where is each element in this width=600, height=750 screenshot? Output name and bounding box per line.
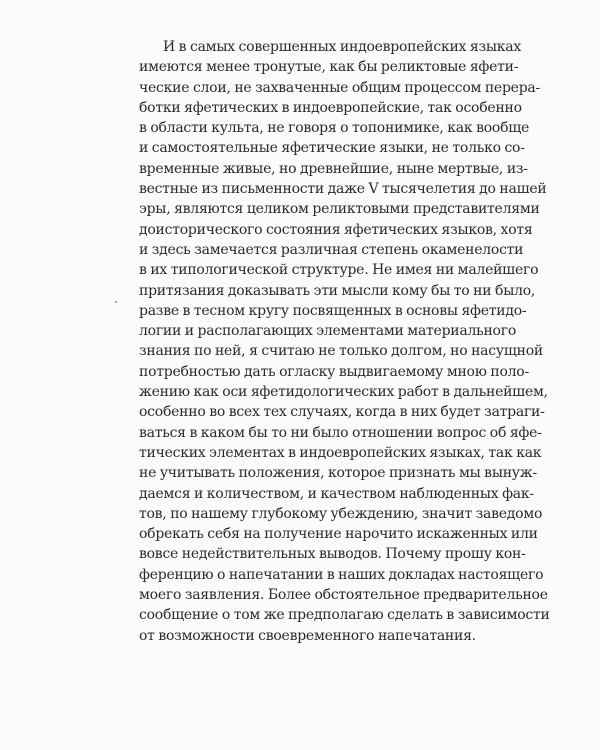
paragraph-line: в области культа, не говоря о топонимике, как вообще bbox=[139, 120, 530, 137]
paragraph-line: знания по ней, я считаю не только долгом, но насущной bbox=[139, 343, 543, 360]
paragraph-line: тов, по нашему глубокому убеждению, значит заведомо bbox=[139, 505, 543, 522]
paragraph-line: жению как оси яфетидологических работ в дальнейшем, bbox=[139, 384, 548, 401]
paragraph-line: даемся и количеством, и качеством наблюденных фак- bbox=[139, 485, 534, 502]
paragraph-line: ческие слои, не захваченные общим процессом перера- bbox=[139, 79, 541, 96]
paragraph-line: разве в тесном кругу посвященных в основы яфетидо- bbox=[139, 302, 527, 319]
body-paragraph bbox=[139, 37, 550, 646]
paragraph-line: в их типологической структуре. Не имея ни малейшего bbox=[139, 262, 539, 279]
paragraph-line: временные живые, но древнейшие, ныне мертвые, из- bbox=[139, 160, 528, 177]
paragraph-line: потребностью дать огласку выдвигаемому мною поло- bbox=[139, 363, 529, 380]
paragraph-line: И в самых совершенных индоевропейских языках bbox=[163, 39, 521, 55]
paragraph-line: не учитывать положения, которое признать мы вынуж- bbox=[139, 465, 537, 482]
paragraph-line: вовсе недействительных выводов. Почему прошу кон- bbox=[139, 546, 526, 563]
paragraph-line: моего заявления. Более обстоятельное предварительное bbox=[139, 587, 548, 604]
paragraph-line: сообщение о том же предполагаю сделать в зависимости bbox=[139, 607, 550, 624]
paragraph-line: эры, являются целиком реликтовыми представителями bbox=[139, 201, 540, 218]
paragraph-line: вестные из письменности даже V тысячелетия до нашей bbox=[139, 181, 547, 198]
margin-mark bbox=[115, 301, 117, 303]
paragraph-line: ваться в каком бы то ни было отношении вопрос об яфе- bbox=[139, 424, 542, 441]
paragraph-line: притязания доказывать эти мысли кому бы то ни было, bbox=[139, 282, 536, 299]
paragraph-line: тических элементах в индоевропейских языках, так как bbox=[139, 444, 542, 461]
paragraph-line: особенно во всех тех случаях, когда в них будет затраги- bbox=[139, 404, 545, 421]
paragraph-line: ференцию о напечатании в наших докладах настоящего bbox=[139, 566, 544, 583]
paragraph-line: и здесь замечается различная степень окаменелости bbox=[139, 241, 524, 258]
paragraph-line: обрекать себя на получение нарочито искаженных или bbox=[139, 526, 538, 543]
paragraph-line: имеются менее тронутые, как бы реликтовые яфети- bbox=[139, 59, 519, 76]
paragraph-line: и самостоятельные яфетические языки, не только со- bbox=[139, 140, 525, 157]
paragraph-line: доисторического состояния яфетических языков, хотя bbox=[139, 221, 533, 238]
paragraph-line: от возможности своевременного напечатания. bbox=[139, 627, 476, 644]
paragraph-line: ботки яфетических в индоевропейские, так особенно bbox=[139, 99, 522, 116]
paragraph-line: логии и располагающих элементами материального bbox=[139, 323, 516, 340]
